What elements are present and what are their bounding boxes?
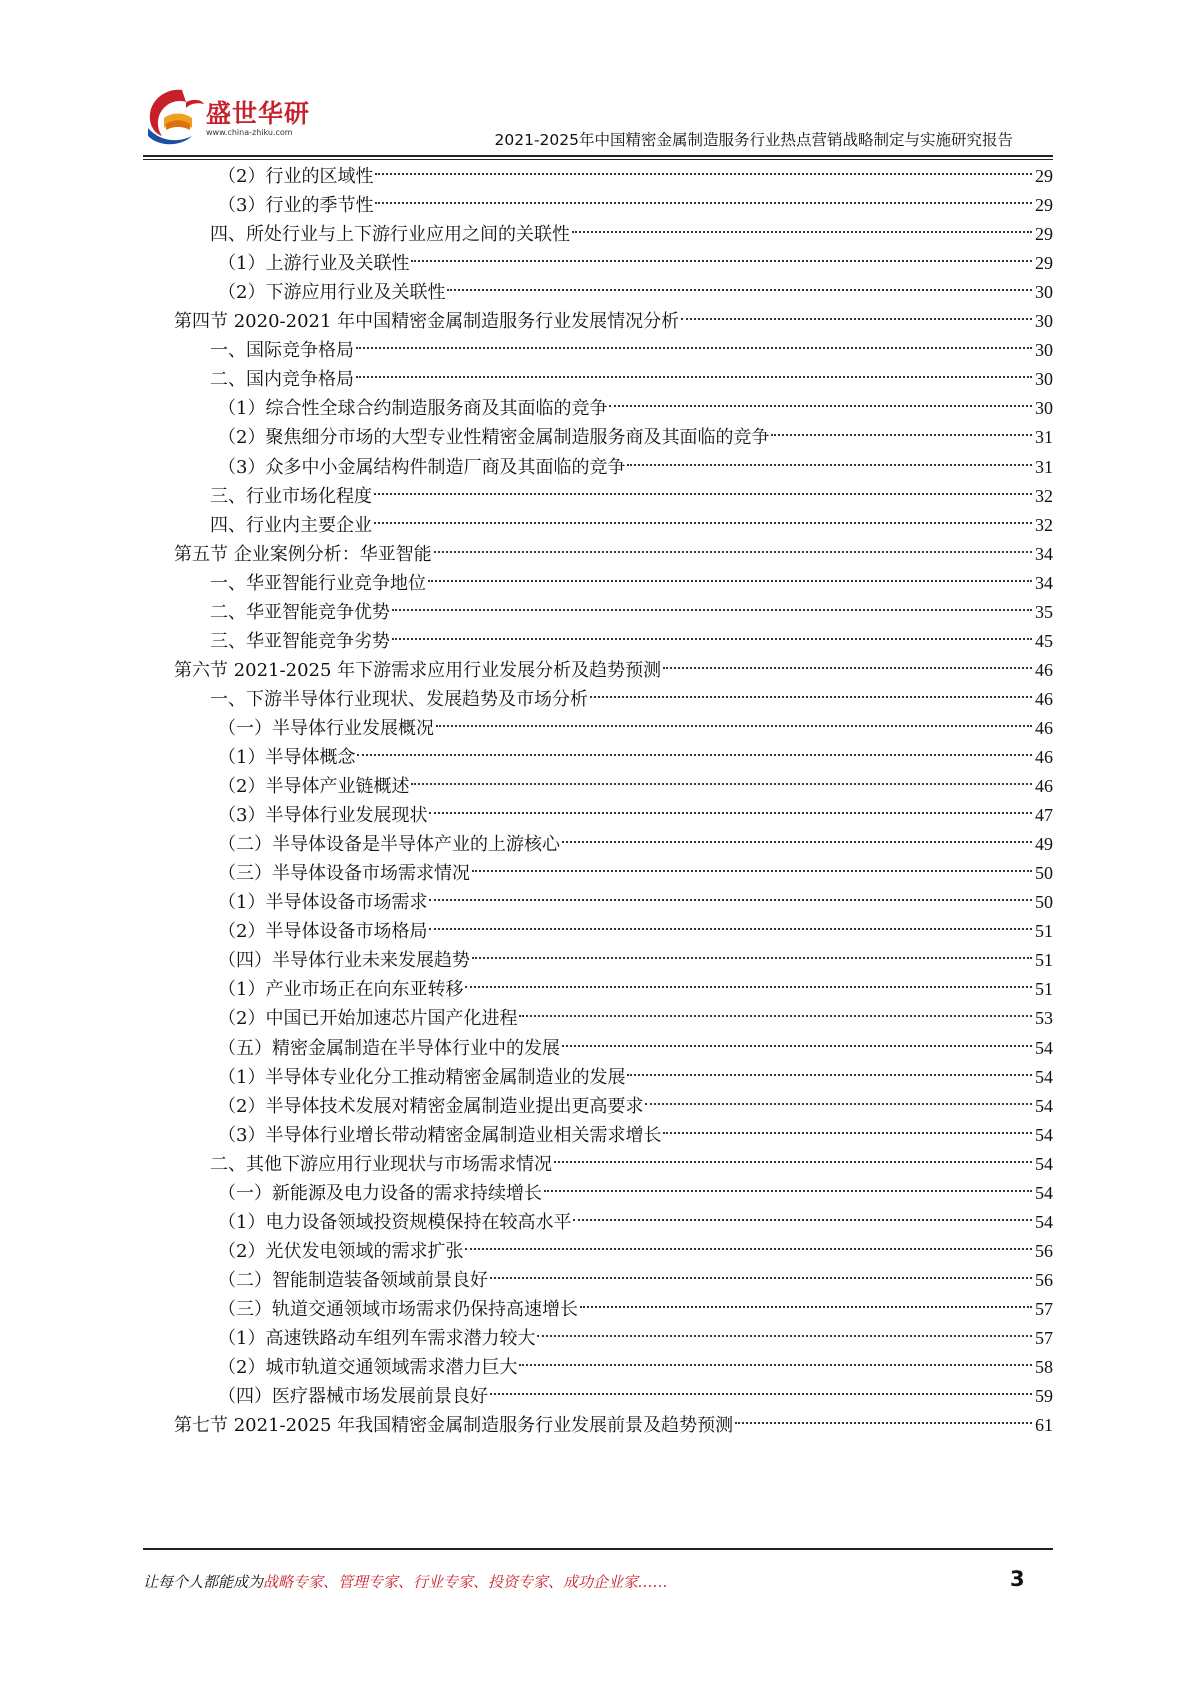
toc-entry-title: 一、下游半导体行业现状、发展趋势及市场分析 xyxy=(210,688,588,710)
toc-entry-title: （1）电力设备领域投资规模保持在较高水平 xyxy=(218,1211,572,1233)
toc-entry[interactable] xyxy=(210,219,1053,250)
toc-entry-title: 二、其他下游应用行业现状与市场需求情况 xyxy=(210,1153,552,1175)
toc-entry-title: （四）医疗器械市场发展前景良好 xyxy=(218,1386,488,1408)
toc-entry[interactable] xyxy=(210,1149,1053,1180)
toc-leader-dots xyxy=(544,1190,1032,1192)
toc-entry-title: （1）高速铁路动车组列车需求潜力较大 xyxy=(218,1328,536,1349)
toc-entry-page: 34 xyxy=(1035,572,1053,593)
toc-leader-dots xyxy=(735,1422,1032,1424)
toc-leader-dots xyxy=(465,986,1032,988)
toc-leader-dots xyxy=(429,928,1032,930)
toc-entry-title: （五）精密金属制造在半导体行业中的发展 xyxy=(218,1037,560,1059)
toc-entry-page: 46 xyxy=(1035,659,1053,680)
toc-entry-page: 29 xyxy=(1035,253,1053,274)
toc-entry[interactable] xyxy=(218,713,1053,744)
toc-entry-title: （2）半导体产业链概述 xyxy=(218,776,410,798)
logo-brand-name: 盛世华研 xyxy=(206,99,311,128)
toc-entry-page: 47 xyxy=(1035,805,1053,826)
toc-entry[interactable] xyxy=(218,1294,1053,1325)
toc-entry-page: 29 xyxy=(1035,195,1053,216)
toc-leader-dots xyxy=(472,870,1032,872)
toc-entry[interactable] xyxy=(210,510,1053,541)
toc-entry-title: （3）半导体行业增长带动精密金属制造业相关需求增长 xyxy=(218,1124,662,1146)
footer-divider xyxy=(143,1548,1053,1550)
report-title: 2021-2025年中国精密金属制造服务行业热点营销战略制定与实施研究报告 xyxy=(494,131,1013,149)
toc-entry-page: 30 xyxy=(1035,340,1053,361)
toc-entry-title: （2）光伏发电领域的需求扩张 xyxy=(218,1240,464,1262)
toc-entry[interactable] xyxy=(174,306,1053,337)
toc-entry-page: 34 xyxy=(1035,543,1053,564)
toc-entry[interactable] xyxy=(218,161,1053,192)
toc-leader-dots xyxy=(519,1015,1032,1017)
toc-entry[interactable] xyxy=(210,364,1053,395)
toc-entry-page: 54 xyxy=(1035,1095,1053,1116)
logo-url: www.china-zhiku.com xyxy=(206,128,293,137)
toc-entry-page: 32 xyxy=(1035,514,1053,535)
toc-leader-dots xyxy=(573,1219,1032,1221)
toc-entry-page: 46 xyxy=(1035,717,1053,738)
toc-entry[interactable] xyxy=(218,742,1053,773)
toc-leader-dots xyxy=(490,1277,1032,1279)
toc-entry-title: （2）下游应用行业及关联性 xyxy=(218,282,446,304)
toc-entry-title: 三、华亚智能竞争劣势 xyxy=(210,630,390,652)
toc-entry[interactable] xyxy=(218,771,1053,802)
toc-leader-dots xyxy=(681,318,1032,320)
toc-entry[interactable] xyxy=(218,916,1053,947)
toc-entry[interactable] xyxy=(218,1178,1053,1209)
toc-entry-page: 30 xyxy=(1035,282,1053,303)
toc-leader-dots xyxy=(356,347,1032,349)
toc-entry[interactable] xyxy=(218,887,1053,918)
toc-entry-title: （3）众多中小金属结构件制造厂商及其面临的竞争 xyxy=(218,456,626,478)
toc-leader-dots xyxy=(411,260,1032,262)
toc-entry[interactable] xyxy=(218,858,1053,889)
toc-entry[interactable] xyxy=(218,945,1053,976)
toc-entry[interactable] xyxy=(218,422,1053,453)
toc-entry-page: 57 xyxy=(1035,1298,1053,1319)
footer-slogan-prefix: 让每个人都能成为 xyxy=(143,1573,264,1591)
toc-entry[interactable] xyxy=(210,626,1053,657)
toc-entry-title: （1）综合性全球合约制造服务商及其面临的竞争 xyxy=(218,398,608,420)
header-divider-thin xyxy=(143,159,1053,160)
toc-entry-page: 54 xyxy=(1035,1124,1053,1145)
toc-entry-page: 54 xyxy=(1035,1066,1053,1087)
toc-entry-title: （1）半导体概念 xyxy=(218,747,356,768)
toc-entry[interactable] xyxy=(210,568,1053,599)
toc-entry-page: 50 xyxy=(1035,863,1053,884)
toc-entry-title: （二）半导体设备是半导体产业的上游核心 xyxy=(218,834,560,856)
toc-entry[interactable] xyxy=(218,800,1053,831)
toc-entry-title: （2）半导体技术发展对精密金属制造业提出更高要求 xyxy=(218,1095,644,1117)
toc-entry-title: 第六节 2021-2025 年下游需求应用行业发展分析及趋势预测 xyxy=(174,659,662,681)
toc-entry-page: 51 xyxy=(1035,979,1053,1000)
toc-leader-dots xyxy=(392,638,1032,640)
toc-entry-title: 一、华亚智能行业竞争地位 xyxy=(210,572,426,594)
toc-entry-title: （2）城市轨道交通领域需求潜力巨大 xyxy=(218,1357,518,1379)
toc-entry-title: 第七节 2021-2025 年我国精密金属制造服务行业发展前景及趋势预测 xyxy=(174,1415,734,1437)
toc-leader-dots xyxy=(627,1074,1032,1076)
toc-entry-page: 31 xyxy=(1035,427,1053,448)
toc-leader-dots xyxy=(562,841,1032,843)
toc-entry-title: （3）行业的季节性 xyxy=(218,195,374,217)
toc-leader-dots xyxy=(357,754,1032,756)
toc-entry-page: 46 xyxy=(1035,747,1053,767)
toc-entry[interactable] xyxy=(218,190,1053,221)
toc-entry-title: 第五节 企业案例分析：华亚智能 xyxy=(174,543,432,565)
toc-entry-title: （1）上游行业及关联性 xyxy=(218,253,410,275)
toc-entry-page: 29 xyxy=(1035,224,1053,245)
toc-leader-dots xyxy=(663,1132,1032,1134)
toc-entry-title: （2）中国已开始加速芯片国产化进程 xyxy=(218,1008,518,1030)
toc-entry[interactable] xyxy=(218,974,1053,1005)
toc-entry[interactable] xyxy=(218,1091,1053,1122)
toc-leader-dots xyxy=(375,173,1032,175)
toc-entry-page: 29 xyxy=(1035,166,1053,186)
toc-entry-title: （三）轨道交通领域市场需求仍保持高速增长 xyxy=(218,1298,578,1320)
toc-entry-title: （2）聚焦细分市场的大型专业性精密金属制造服务商及其面临的竞争 xyxy=(218,427,770,449)
toc-leader-dots xyxy=(429,812,1032,814)
toc-entry-page: 53 xyxy=(1035,1008,1053,1029)
logo-emblem-icon xyxy=(142,84,208,150)
toc-entry-title: 二、华亚智能竞争优势 xyxy=(210,601,390,623)
toc-entry-title: （3）半导体行业发展现状 xyxy=(218,805,428,827)
toc-entry-title: （一）半导体行业发展概况 xyxy=(218,717,434,739)
toc-entry[interactable] xyxy=(210,481,1053,512)
toc-entry[interactable] xyxy=(218,1352,1053,1383)
toc-entry-page: 46 xyxy=(1035,776,1053,797)
toc-entry-page: 35 xyxy=(1035,601,1053,622)
toc-entry-title: （1）半导体设备市场需求 xyxy=(218,892,428,914)
toc-leader-dots xyxy=(572,231,1032,233)
toc-leader-dots xyxy=(645,1103,1032,1105)
toc-entry-page: 30 xyxy=(1035,311,1053,332)
toc-entry-page: 49 xyxy=(1035,834,1053,855)
toc-entry-title: 四、所处行业与上下游行业应用之间的关联性 xyxy=(210,224,570,246)
toc-entry[interactable] xyxy=(218,1236,1053,1267)
toc-leader-dots xyxy=(411,783,1032,785)
toc-entry[interactable] xyxy=(218,1207,1053,1238)
toc-entry-page: 30 xyxy=(1035,398,1053,419)
toc-leader-dots xyxy=(436,725,1032,727)
toc-entry[interactable] xyxy=(218,1120,1053,1151)
toc-leader-dots xyxy=(663,667,1032,669)
toc-entry[interactable] xyxy=(174,655,1053,686)
toc-entry[interactable] xyxy=(218,1003,1053,1034)
toc-entry[interactable] xyxy=(174,539,1053,570)
toc-leader-dots xyxy=(490,1393,1032,1395)
toc-entry[interactable] xyxy=(218,1062,1053,1093)
toc-entry[interactable] xyxy=(210,597,1053,628)
toc-entry-page: 59 xyxy=(1035,1386,1053,1407)
toc-entry-title: 四、行业内主要企业 xyxy=(210,514,372,536)
toc-entry-title: 三、行业市场化程度 xyxy=(210,485,372,507)
toc-leader-dots xyxy=(392,609,1032,611)
toc-entry-page: 32 xyxy=(1035,485,1053,506)
toc-leader-dots xyxy=(428,580,1032,582)
toc-leader-dots xyxy=(472,957,1032,959)
toc-entry[interactable] xyxy=(218,393,1053,424)
toc-entry-title: （四）半导体行业未来发展趋势 xyxy=(218,950,470,972)
toc-leader-dots xyxy=(374,522,1032,524)
toc-entry-title: （1）半导体专业化分工推动精密金属制造业的发展 xyxy=(218,1066,626,1088)
toc-entry[interactable] xyxy=(218,1265,1053,1296)
toc-entry-page: 31 xyxy=(1035,456,1053,477)
toc-leader-dots xyxy=(627,464,1032,466)
toc-leader-dots xyxy=(429,899,1032,901)
header-divider xyxy=(143,155,1053,157)
toc-entry-page: 51 xyxy=(1035,921,1053,942)
toc-leader-dots xyxy=(537,1335,1032,1337)
toc-leader-dots xyxy=(375,202,1032,204)
toc-entry-title: （2）行业的区域性 xyxy=(218,166,374,187)
toc-entry-page: 30 xyxy=(1035,369,1053,390)
toc-entry-title: （1）产业市场正在向东亚转移 xyxy=(218,979,464,1001)
toc-entry[interactable] xyxy=(218,248,1053,279)
toc-entry[interactable] xyxy=(218,1381,1053,1412)
toc-leader-dots xyxy=(554,1161,1032,1163)
page-number: 3 xyxy=(1010,1567,1025,1591)
toc-leader-dots xyxy=(465,1248,1032,1250)
toc-entry-title: （三）半导体设备市场需求情况 xyxy=(218,863,470,885)
toc-leader-dots xyxy=(519,1364,1032,1366)
toc-leader-dots xyxy=(590,696,1032,698)
toc-entry-page: 56 xyxy=(1035,1240,1053,1261)
toc-entry[interactable] xyxy=(210,684,1053,715)
toc-entry-title: （二）智能制造装备领域前景良好 xyxy=(218,1269,488,1291)
toc-entry[interactable] xyxy=(218,452,1053,483)
toc-entry[interactable] xyxy=(218,1033,1053,1064)
toc-entry-title: （2）半导体设备市场格局 xyxy=(218,921,428,943)
toc-entry-page: 54 xyxy=(1035,1153,1053,1174)
toc-entry[interactable] xyxy=(174,1410,1053,1441)
toc-entry-title: （一）新能源及电力设备的需求持续增长 xyxy=(218,1182,542,1204)
toc-entry-page: 46 xyxy=(1035,688,1053,709)
toc-leader-dots xyxy=(374,493,1032,495)
toc-entry-page: 54 xyxy=(1035,1037,1053,1058)
toc-entry-title: 一、国际竞争格局 xyxy=(210,340,354,362)
toc-entry[interactable] xyxy=(218,1323,1053,1354)
toc-entry[interactable] xyxy=(218,829,1053,860)
footer-slogan xyxy=(143,1571,668,1592)
company-logo xyxy=(142,84,322,156)
toc-entry[interactable] xyxy=(218,277,1053,308)
toc-leader-dots xyxy=(356,376,1032,378)
toc-leader-dots xyxy=(771,434,1032,436)
toc-entry-page: 45 xyxy=(1035,630,1053,651)
toc-entry-page: 51 xyxy=(1035,950,1053,971)
toc-leader-dots xyxy=(580,1306,1032,1308)
toc-entry-page: 54 xyxy=(1035,1211,1053,1232)
toc-entry-title: 第四节 2020-2021 年中国精密金属制造服务行业发展情况分析 xyxy=(174,311,680,333)
toc-entry-page: 61 xyxy=(1035,1415,1053,1436)
toc-leader-dots xyxy=(609,405,1032,407)
toc-entry-page: 50 xyxy=(1035,892,1053,913)
toc-leader-dots xyxy=(562,1045,1032,1047)
toc-entry-page: 56 xyxy=(1035,1269,1053,1290)
toc-leader-dots xyxy=(434,551,1032,553)
toc-entry[interactable] xyxy=(210,335,1053,366)
toc-entry-page: 58 xyxy=(1035,1357,1053,1378)
toc-leader-dots xyxy=(447,289,1032,291)
footer-slogan-highlight: 战略专家、管理专家、行业专家、投资专家、成功企业家…… xyxy=(263,1573,669,1591)
toc-entry-page: 57 xyxy=(1035,1328,1053,1348)
toc-entry-title: 二、国内竞争格局 xyxy=(210,369,354,391)
toc-entry-page: 54 xyxy=(1035,1182,1053,1203)
